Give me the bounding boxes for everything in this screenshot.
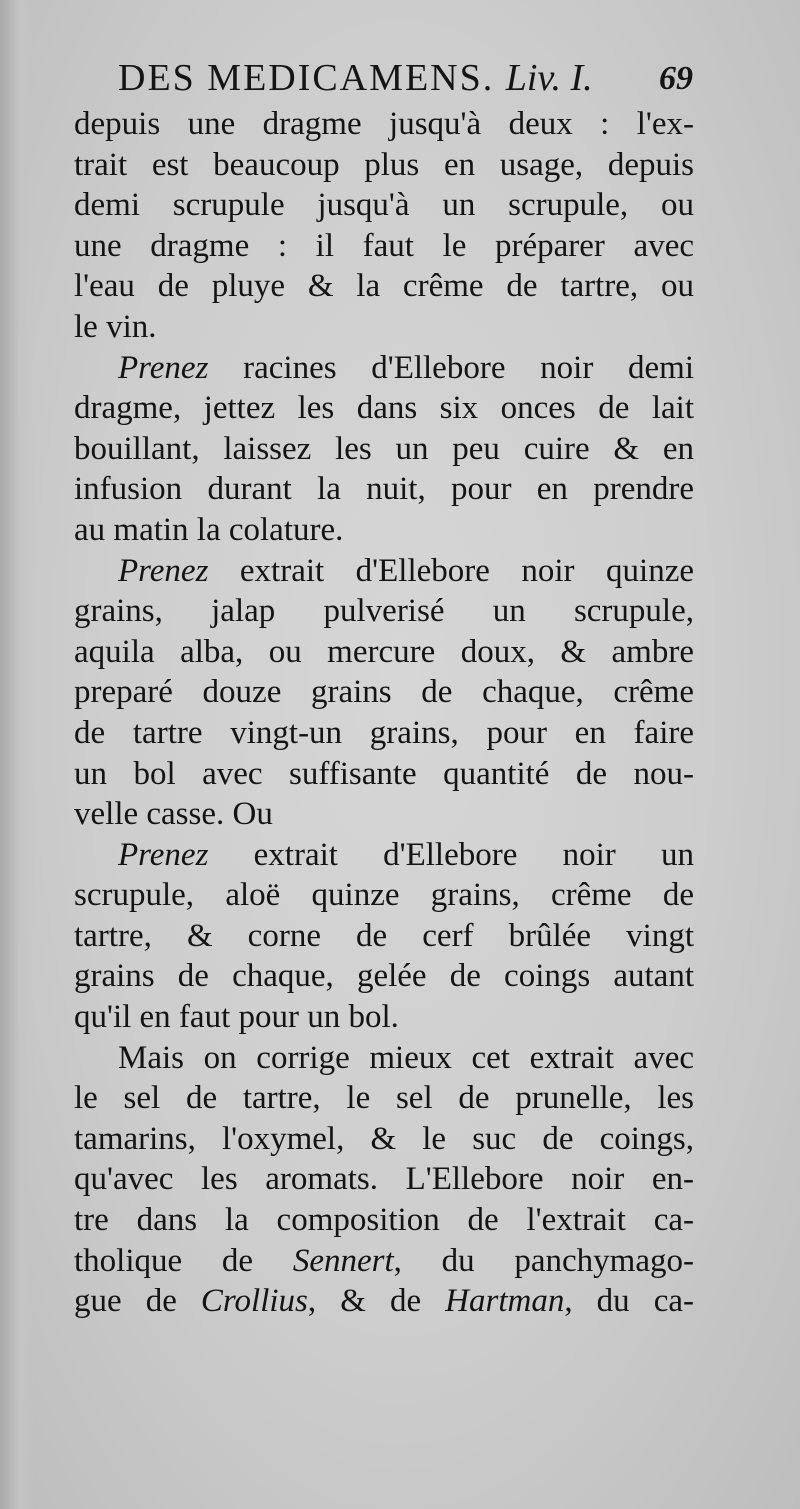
- text-line: l'eau de pluye & la crême de tartre, ou: [74, 268, 694, 305]
- text-line: velle casse. Ou: [74, 796, 273, 833]
- text-line: grains de chaque, gelée de coings autant: [74, 958, 694, 995]
- text-line: grains, jalap pulverisé un scrupule,: [74, 593, 694, 630]
- author-name: Hartman: [445, 1283, 565, 1320]
- text-line: gue de Crollius, & de Hartman, du ca-: [74, 1283, 694, 1320]
- body-text: [74, 104, 694, 1322]
- recipe-line: Prenez extrait d'Ellebore noir quinze: [118, 552, 694, 589]
- text-line: aquila alba, ou mercure doux, & ambre: [74, 633, 694, 670]
- text-line: au matin la colature.: [74, 511, 344, 548]
- author-name: Sennert: [292, 1242, 394, 1279]
- page-number: 69: [659, 60, 693, 97]
- text-line: bouillant, laissez les un peu cuire & en: [74, 430, 694, 467]
- running-title: [118, 56, 593, 100]
- text-line: qu'il en faut pour un bol.: [74, 999, 399, 1036]
- text-line: tartre, & corne de cerf brûlée vingt: [74, 917, 694, 954]
- text-line: scrupule, aloë quinze grains, crême de: [74, 877, 694, 914]
- text-line: infusion durant la nuit, pour en prendre: [74, 471, 694, 508]
- recipe-lead-word: Prenez: [118, 552, 209, 589]
- text-line: qu'avec les aromats. L'Ellebore noir en-: [74, 1161, 694, 1198]
- author-name: Crollius: [200, 1283, 308, 1320]
- text-line: tholique de Sennert, du panchymago-: [74, 1242, 694, 1279]
- recipe-lead-word: Prenez: [118, 349, 209, 386]
- text-line: trait est beaucoup plus en usage, depuis: [74, 146, 694, 183]
- text-line: tre dans la composition de l'extrait ca-: [74, 1202, 694, 1239]
- text-line: depuis une dragme jusqu'à deux : l'ex-: [74, 106, 694, 142]
- recipe-line: Prenez racines d'Ellebore noir demi: [118, 349, 694, 386]
- text-line: preparé douze grains de chaque, crême: [74, 674, 694, 711]
- text-line: tamarins, l'oxymel, & le suc de coings,: [74, 1120, 694, 1157]
- text-line: Mais on corrige mieux cet extrait avec: [118, 1039, 694, 1076]
- running-title-prefix: DES MEDICAMENS.: [118, 57, 495, 99]
- text-line: une dragme : il faut le préparer avec: [74, 227, 694, 264]
- text-line: demi scrupule jusqu'à un scrupule, ou: [74, 187, 694, 224]
- text-line: de tartre vingt-un grains, pour en faire: [74, 714, 694, 751]
- text-line: dragme, jettez les dans six onces de lait: [74, 390, 694, 427]
- running-title-book: Liv. I.: [505, 57, 593, 99]
- recipe-line: Prenez extrait d'Ellebore noir un: [118, 836, 694, 873]
- text-line: le sel de tartre, le sel de prunelle, les: [74, 1080, 694, 1117]
- text-line: le vin.: [74, 308, 157, 345]
- gutter-shadow: [0, 0, 34, 1509]
- recipe-lead-word: Prenez: [118, 836, 209, 873]
- text-line: un bol avec suffisante quantité de nou-: [74, 755, 694, 792]
